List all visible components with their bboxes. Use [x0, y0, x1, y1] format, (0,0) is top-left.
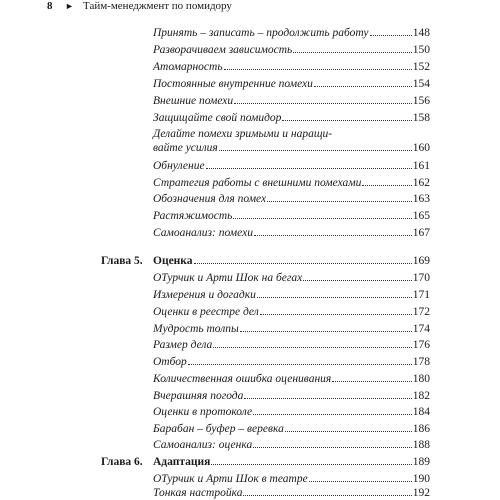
- toc-entry-page: 174: [412, 323, 430, 335]
- toc-entry-title: Оценки в протоколе: [153, 406, 253, 418]
- toc-entry-title: Мудрость толпы: [153, 323, 239, 335]
- dot-leader: [206, 168, 412, 169]
- toc-entry-page: 176: [412, 339, 430, 351]
- dot-leader: [362, 185, 411, 186]
- toc-entry-title: Защищайте свой помидор: [153, 112, 282, 124]
- chapter-title: Адаптация: [153, 456, 211, 468]
- dot-leader: [194, 263, 412, 264]
- toc-entry-title: Внешние помехи: [153, 95, 234, 107]
- toc-entry-page: 160: [412, 142, 430, 154]
- dot-leader: [243, 495, 411, 496]
- toc-entry-title: Вчерашняя погода: [153, 390, 244, 402]
- toc-entry-title-line1: Делайте помехи зримыми и наращи-: [153, 128, 333, 140]
- chapter-label: Глава 5.: [101, 255, 143, 267]
- dot-leader: [309, 481, 412, 482]
- triangle-right-icon: ►: [65, 1, 74, 11]
- dot-leader: [260, 314, 412, 315]
- toc-entry-page: 182: [412, 390, 430, 402]
- toc-entry-page: 178: [412, 356, 430, 368]
- toc-entry-title: Отбор: [153, 356, 187, 368]
- dot-leader: [254, 235, 412, 236]
- dot-leader: [253, 447, 412, 448]
- dot-leader: [219, 150, 412, 151]
- toc-entry-page: 190: [412, 473, 430, 485]
- toc-entry-page: 162: [412, 177, 430, 189]
- dot-leader: [332, 381, 412, 382]
- toc-entry-page: 172: [412, 306, 430, 318]
- toc-entry-page: 165: [412, 210, 430, 222]
- toc-entry-title: Измерения и догадки: [153, 289, 256, 301]
- toc-entry-title: ОТурчик и Арти Шок в театре: [153, 473, 308, 485]
- toc-entry-title: Оценки в реестре дел: [153, 306, 259, 318]
- toc-entry-title: Растяжимость: [153, 210, 233, 222]
- dot-leader: [244, 398, 411, 399]
- dot-leader: [224, 69, 412, 70]
- toc-entry-title: Разворачиваем зависимость: [153, 44, 293, 56]
- toc-entry-page: 186: [412, 423, 430, 435]
- toc-entry-title-line2: вайте усилия: [153, 142, 218, 154]
- toc-entry-title: Обнуление: [153, 160, 205, 172]
- toc-entry-page: 154: [412, 78, 430, 90]
- toc-entry-page: 188: [412, 439, 430, 451]
- dot-leader: [370, 35, 412, 36]
- toc-entry-title: Тонкая настройка: [153, 487, 243, 499]
- running-head: [0, 0, 500, 16]
- book-title: Тайм-менеджмент по помидору: [83, 0, 232, 12]
- toc-entry-title: Размер дела: [153, 339, 213, 351]
- toc-entry-title: Количественная ошибка оценивания: [153, 373, 332, 385]
- toc-entry-title: Барабан – буфер – веревка: [153, 423, 284, 435]
- chapter-title: Оценка: [153, 255, 193, 267]
- dot-leader: [257, 297, 412, 298]
- toc-entry-title: Атомарность: [153, 61, 223, 73]
- page-number: 8: [47, 0, 53, 12]
- toc-entry-title: Обозначения для помех: [153, 193, 267, 205]
- toc-entry-page: 156: [412, 95, 430, 107]
- toc-entry-page: 148: [412, 27, 430, 39]
- toc-entry-page: 192: [412, 487, 430, 499]
- toc-entry-page: 169: [412, 255, 430, 267]
- toc-entry-page: 150: [412, 44, 430, 56]
- toc-entry-title: Самоанализ: помехи: [153, 227, 253, 239]
- dot-leader: [211, 464, 411, 465]
- toc-entry-title: Постоянные внутренние помехи: [153, 78, 313, 90]
- dot-leader: [285, 431, 412, 432]
- toc-entry-title: ОТурчик и Арти Шок на бегах: [153, 272, 303, 284]
- toc-entry-page: 163: [412, 193, 430, 205]
- toc-entry-page: 152: [412, 61, 430, 73]
- toc-entry-page: 189: [412, 456, 430, 468]
- toc-entry-page: 170: [412, 272, 430, 284]
- dot-leader: [293, 52, 411, 53]
- toc-entry-title: Принять – записать – продолжить работу: [153, 27, 369, 39]
- dot-leader: [282, 120, 411, 121]
- toc-entry-page: 171: [412, 289, 430, 301]
- dot-leader: [234, 103, 412, 104]
- toc-entry-page: 158: [412, 112, 430, 124]
- dot-leader: [233, 218, 411, 219]
- dot-leader: [188, 364, 412, 365]
- dot-leader: [253, 414, 412, 415]
- dot-leader: [314, 86, 412, 87]
- toc-entry-title: Стратегия работы с внешними помехами: [153, 177, 362, 189]
- dot-leader: [213, 347, 411, 348]
- toc-entry-page: 167: [412, 227, 430, 239]
- dot-leader: [267, 201, 412, 202]
- dot-leader: [303, 280, 412, 281]
- dot-leader: [240, 331, 412, 332]
- chapter-label: Глава 6.: [101, 456, 143, 468]
- toc-entry-title: Самоанализ: оценка: [153, 439, 253, 451]
- toc-entry-page: 180: [412, 373, 430, 385]
- toc-entry-page: 184: [412, 406, 430, 418]
- toc-entry-page: 161: [412, 160, 430, 172]
